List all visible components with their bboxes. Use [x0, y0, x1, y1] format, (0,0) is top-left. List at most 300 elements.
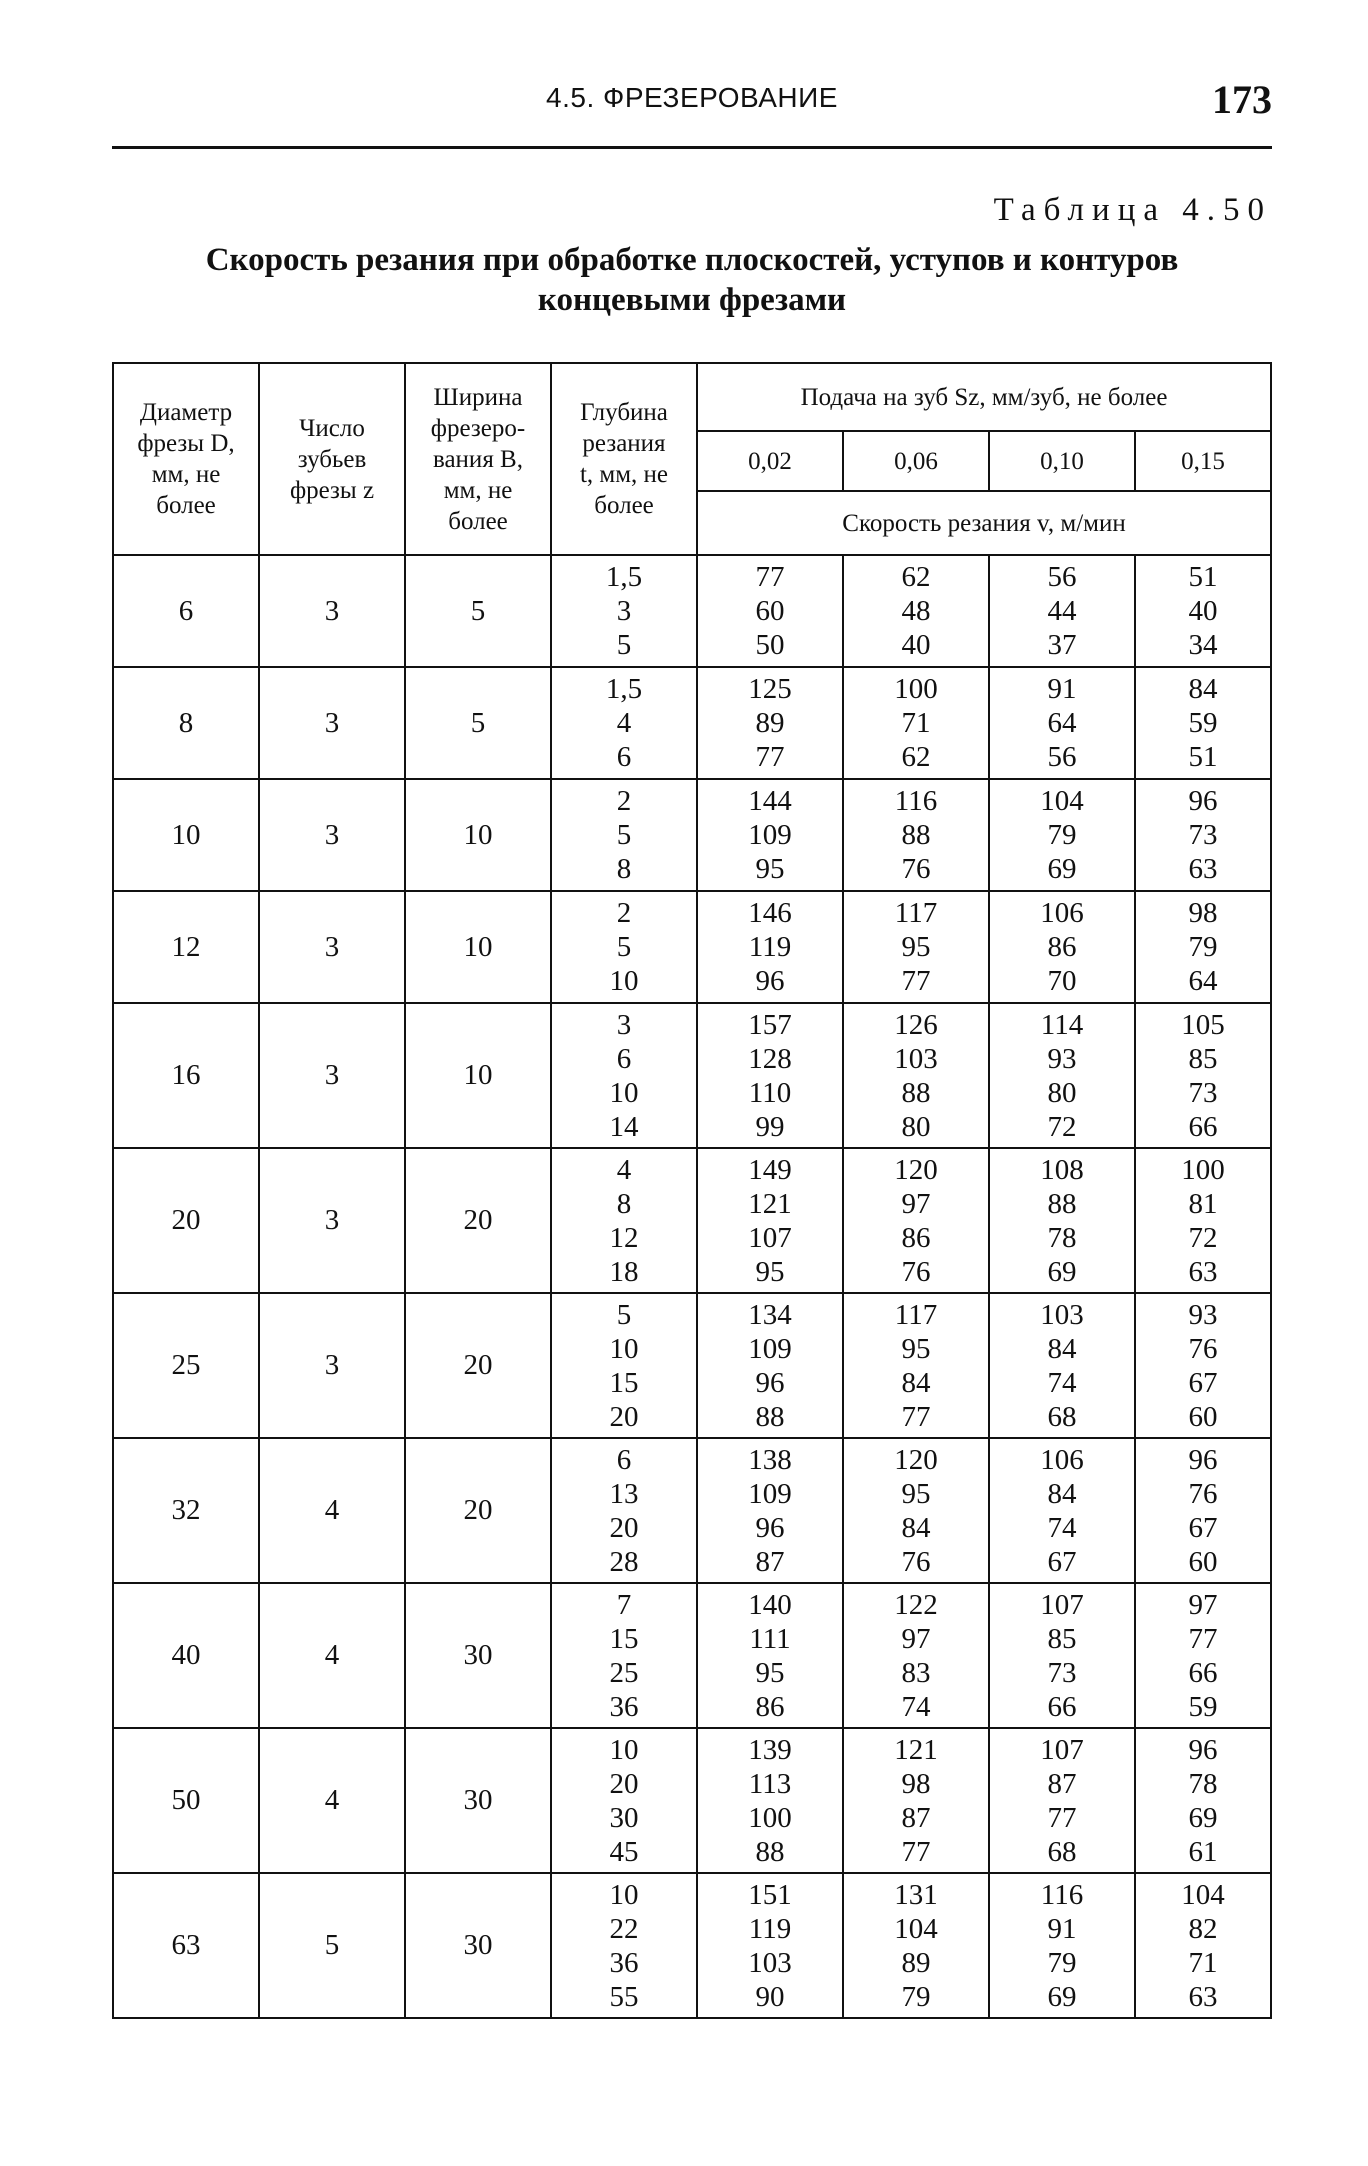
- header-feed-group: Подача на зуб Sz, мм/зуб, не более: [697, 363, 1271, 431]
- speed-value: 103: [748, 1946, 792, 1979]
- cell-speed: [1135, 1583, 1271, 1728]
- speed-value: 88: [901, 1076, 931, 1109]
- cell-width: 20: [405, 1438, 551, 1583]
- speed-value: 78: [1188, 1767, 1218, 1800]
- cell-speed: [843, 779, 989, 891]
- speed-value: 62: [901, 741, 931, 773]
- cell-speed: [1135, 1728, 1271, 1873]
- cell-diameter: 63: [113, 1873, 259, 2018]
- depth-value: 15: [609, 1622, 639, 1655]
- speed-value: 40: [1188, 595, 1218, 627]
- cell-speed: [697, 1003, 843, 1148]
- speed-value: 76: [901, 1255, 931, 1288]
- speed-value: 77: [1188, 1622, 1218, 1655]
- cell-diameter: 12: [113, 891, 259, 1003]
- speed-value: 71: [901, 707, 931, 739]
- speed-value: 79: [901, 1980, 931, 2013]
- header-diameter-line: фрезы D,: [137, 430, 235, 457]
- speed-value: 100: [1181, 1153, 1225, 1186]
- speed-value: 146: [748, 897, 792, 929]
- speed-value: 80: [901, 1110, 931, 1143]
- caption-line-2: концевыми фрезами: [537, 282, 847, 318]
- speed-value: 104: [894, 1912, 938, 1945]
- cell-speed: [697, 1438, 843, 1583]
- depth-value: 5: [616, 819, 632, 851]
- cell-teeth: 3: [259, 555, 405, 667]
- speed-value: 104: [1040, 785, 1084, 817]
- speed-value: 85: [1188, 1042, 1218, 1075]
- cell-width: 10: [405, 779, 551, 891]
- cell-speed: [843, 1728, 989, 1873]
- speed-value: 100: [748, 1801, 792, 1834]
- speed-value: 128: [748, 1042, 792, 1075]
- table-body: [113, 555, 1271, 2018]
- header-teeth-line: фрезы z: [289, 476, 375, 504]
- cell-speed: [1135, 779, 1271, 891]
- speed-value: 50: [755, 629, 785, 661]
- depth-value: 8: [616, 1187, 632, 1220]
- speed-value: 103: [894, 1042, 938, 1075]
- speed-value: 82: [1188, 1912, 1218, 1945]
- cell-speed: [989, 1438, 1135, 1583]
- speed-value: 108: [1040, 1153, 1084, 1186]
- cell-speed: [843, 667, 989, 779]
- header-teeth-line: Число: [299, 414, 365, 442]
- speed-value: 109: [748, 1477, 792, 1510]
- depth-value: 20: [609, 1511, 639, 1544]
- depth-value: 1,5: [605, 561, 643, 593]
- speed-value: 144: [748, 785, 792, 817]
- depth-value: 55: [609, 1980, 639, 2013]
- header-teeth-line: зубьев: [297, 445, 367, 473]
- speed-value: 100: [894, 673, 938, 705]
- depth-value: 36: [609, 1946, 639, 1979]
- cell-speed: [989, 1728, 1135, 1873]
- cell-diameter: 16: [113, 1003, 259, 1148]
- speed-value: 125: [748, 673, 792, 705]
- cell-width: 20: [405, 1148, 551, 1293]
- speed-value: 88: [755, 1400, 785, 1433]
- speed-value: 116: [1040, 1878, 1084, 1911]
- speed-value: 76: [1188, 1332, 1218, 1365]
- speed-value: 77: [901, 1835, 931, 1868]
- speed-value: 95: [755, 1656, 785, 1689]
- speed-value: 96: [1188, 1443, 1218, 1476]
- cell-speed: [1135, 555, 1271, 667]
- header-rule: [112, 146, 1272, 149]
- cell-depth: [551, 667, 697, 779]
- cell-speed: [989, 1148, 1135, 1293]
- depth-value: 6: [616, 741, 632, 773]
- table-row: [113, 891, 1271, 1003]
- speed-value: 81: [1188, 1187, 1218, 1220]
- speed-value: 87: [901, 1801, 931, 1834]
- cell-speed: [1135, 1293, 1271, 1438]
- speed-value: 149: [748, 1153, 792, 1186]
- cell-speed: [843, 1873, 989, 2018]
- speed-value: 80: [1047, 1076, 1077, 1109]
- depth-value: 30: [609, 1801, 639, 1834]
- speed-value: 76: [901, 853, 931, 885]
- depth-value: 6: [616, 1443, 632, 1476]
- cell-depth: [551, 555, 697, 667]
- speed-value: 104: [1181, 1878, 1225, 1911]
- header-width-line: Ширина: [433, 383, 523, 411]
- depth-value: 25: [609, 1656, 639, 1689]
- cell-speed: [989, 667, 1135, 779]
- cell-speed: [1135, 1148, 1271, 1293]
- speed-value: 37: [1047, 629, 1077, 661]
- speed-value: 98: [901, 1767, 931, 1800]
- speed-value: 67: [1047, 1545, 1077, 1578]
- running-head: [112, 76, 1272, 124]
- header-feed: 0,06: [843, 431, 989, 491]
- speed-value: 66: [1188, 1110, 1218, 1143]
- speed-value: 77: [755, 741, 785, 773]
- cell-speed: [697, 1148, 843, 1293]
- header-teeth: [259, 363, 405, 555]
- cell-speed: [843, 891, 989, 1003]
- cell-speed: [843, 1003, 989, 1148]
- cell-speed: [843, 1438, 989, 1583]
- speed-value: 72: [1047, 1110, 1077, 1143]
- speed-value: 138: [748, 1443, 792, 1476]
- speed-value: 34: [1188, 629, 1218, 661]
- speed-value: 51: [1188, 741, 1218, 773]
- cell-depth: [551, 1003, 697, 1148]
- speed-value: 88: [901, 819, 931, 851]
- speed-value: 85: [1047, 1622, 1077, 1655]
- speed-value: 83: [901, 1656, 931, 1689]
- depth-value: 15: [609, 1366, 639, 1399]
- cell-speed: [697, 1873, 843, 2018]
- speed-value: 91: [1047, 1912, 1077, 1945]
- speed-value: 60: [1188, 1400, 1218, 1433]
- speed-value: 93: [1047, 1042, 1077, 1075]
- speed-value: 62: [901, 561, 931, 593]
- speed-value: 76: [1188, 1477, 1218, 1510]
- cell-teeth: 3: [259, 1003, 405, 1148]
- depth-value: 2: [616, 897, 632, 929]
- speed-value: 79: [1047, 819, 1077, 851]
- header-width-line: вания B,: [432, 445, 523, 473]
- depth-value: 18: [609, 1255, 639, 1288]
- speed-value: 63: [1188, 1980, 1218, 2013]
- cell-teeth: 3: [259, 891, 405, 1003]
- section-title: 4.5. ФРЕЗЕРОВАНИЕ: [546, 82, 838, 113]
- speed-value: 122: [894, 1588, 938, 1621]
- cell-diameter: 8: [113, 667, 259, 779]
- cell-speed: [843, 1148, 989, 1293]
- header-depth-line: резания: [582, 430, 666, 457]
- speed-value: 86: [1047, 931, 1077, 963]
- cell-teeth: 5: [259, 1873, 405, 2018]
- speed-value: 95: [901, 1477, 931, 1510]
- cell-speed: [697, 1293, 843, 1438]
- speed-value: 67: [1188, 1366, 1218, 1399]
- speed-value: 120: [894, 1443, 938, 1476]
- speed-value: 60: [755, 595, 785, 627]
- speed-value: 86: [901, 1221, 931, 1254]
- speed-value: 51: [1188, 561, 1218, 593]
- depth-value: 8: [616, 853, 632, 885]
- speed-value: 76: [901, 1545, 931, 1578]
- speed-value: 106: [1040, 1443, 1084, 1476]
- speed-value: 70: [1047, 965, 1077, 997]
- depth-value: 5: [616, 629, 632, 661]
- speed-value: 59: [1188, 1690, 1218, 1723]
- speed-value: 56: [1047, 561, 1077, 593]
- page-number: 173: [1212, 77, 1272, 122]
- speed-value: 116: [894, 785, 938, 817]
- cell-diameter: 40: [113, 1583, 259, 1728]
- speed-value: 48: [901, 595, 931, 627]
- cell-teeth: 4: [259, 1728, 405, 1873]
- speed-value: 95: [755, 1255, 785, 1288]
- cell-speed: [697, 779, 843, 891]
- depth-value: 2: [616, 785, 632, 817]
- header-diameter-line: мм, не: [151, 461, 221, 488]
- header-feed: 0,15: [1135, 431, 1271, 491]
- speed-value: 97: [1188, 1588, 1218, 1621]
- cell-speed: [1135, 1003, 1271, 1148]
- speed-value: 96: [755, 1511, 785, 1544]
- depth-value: 4: [616, 1153, 632, 1186]
- speed-value: 96: [755, 965, 785, 997]
- cell-speed: [989, 555, 1135, 667]
- speed-value: 69: [1047, 1980, 1077, 2013]
- cell-depth: [551, 779, 697, 891]
- depth-value: 5: [616, 1298, 632, 1331]
- speed-value: 95: [755, 853, 785, 885]
- cell-depth: [551, 1873, 697, 2018]
- speed-value: 99: [755, 1110, 785, 1143]
- speed-value: 86: [755, 1690, 785, 1723]
- cell-teeth: 3: [259, 779, 405, 891]
- header-width-line: мм, не: [443, 476, 513, 504]
- cutting-speed-table: [112, 362, 1272, 2019]
- speed-value: 44: [1047, 595, 1077, 627]
- table-row: [113, 779, 1271, 891]
- header-width: [405, 363, 551, 555]
- header-width-line: фрезеро-: [430, 414, 526, 442]
- speed-value: 88: [755, 1835, 785, 1868]
- cell-teeth: 4: [259, 1438, 405, 1583]
- speed-value: 84: [901, 1366, 931, 1399]
- speed-value: 74: [901, 1690, 931, 1723]
- table-row: [113, 1873, 1271, 2018]
- speed-value: 151: [748, 1878, 792, 1911]
- cell-speed: [697, 667, 843, 779]
- speed-value: 121: [894, 1733, 938, 1766]
- speed-value: 73: [1188, 819, 1218, 851]
- speed-value: 77: [755, 561, 785, 593]
- table-caption: [112, 240, 1272, 320]
- speed-value: 64: [1188, 965, 1218, 997]
- cell-depth: [551, 891, 697, 1003]
- speed-value: 88: [1047, 1187, 1077, 1220]
- depth-value: 5: [616, 931, 632, 963]
- cell-speed: [697, 555, 843, 667]
- depth-value: 7: [616, 1588, 632, 1621]
- header-depth-line: Глубина: [580, 399, 668, 426]
- cell-speed: [1135, 1873, 1271, 2018]
- depth-value: 45: [609, 1835, 639, 1868]
- speed-value: 87: [755, 1545, 785, 1578]
- table-row: [113, 667, 1271, 779]
- cell-width: 5: [405, 667, 551, 779]
- cell-width: 30: [405, 1873, 551, 2018]
- header-depth-line: более: [594, 492, 654, 519]
- depth-value: 3: [616, 1008, 632, 1041]
- cell-speed: [843, 555, 989, 667]
- speed-value: 119: [748, 1912, 792, 1945]
- speed-value: 63: [1188, 853, 1218, 885]
- cell-depth: [551, 1438, 697, 1583]
- speed-value: 109: [748, 819, 792, 851]
- speed-value: 67: [1188, 1511, 1218, 1544]
- speed-value: 77: [901, 1400, 931, 1433]
- table-row: [113, 1728, 1271, 1873]
- speed-value: 87: [1047, 1767, 1077, 1800]
- header-feed: 0,02: [697, 431, 843, 491]
- speed-value: 59: [1188, 707, 1218, 739]
- cell-speed: [843, 1293, 989, 1438]
- speed-value: 77: [1047, 1801, 1077, 1834]
- cell-speed: [989, 1293, 1135, 1438]
- header-depth: [551, 363, 697, 555]
- speed-value: 78: [1047, 1221, 1077, 1254]
- cell-width: 20: [405, 1293, 551, 1438]
- speed-value: 109: [748, 1332, 792, 1365]
- speed-value: 120: [894, 1153, 938, 1186]
- speed-value: 79: [1047, 1946, 1077, 1979]
- speed-value: 73: [1047, 1656, 1077, 1689]
- cell-teeth: 3: [259, 667, 405, 779]
- speed-value: 73: [1188, 1076, 1218, 1109]
- table-label: Таблица 4.50: [993, 192, 1272, 228]
- cell-depth: [551, 1728, 697, 1873]
- speed-value: 84: [1188, 673, 1218, 705]
- speed-value: 103: [1040, 1298, 1084, 1331]
- speed-value: 56: [1047, 741, 1077, 773]
- speed-value: 157: [748, 1008, 792, 1041]
- speed-value: 96: [1188, 785, 1218, 817]
- cell-speed: [989, 891, 1135, 1003]
- depth-value: 10: [609, 1733, 639, 1766]
- speed-value: 89: [901, 1946, 931, 1979]
- speed-value: 126: [894, 1008, 938, 1041]
- speed-value: 134: [748, 1298, 792, 1331]
- depth-value: 1,5: [605, 673, 643, 705]
- speed-value: 140: [748, 1588, 792, 1621]
- speed-value: 96: [755, 1366, 785, 1399]
- speed-value: 97: [901, 1622, 931, 1655]
- speed-value: 91: [1047, 673, 1077, 705]
- speed-value: 89: [755, 707, 785, 739]
- cell-diameter: 10: [113, 779, 259, 891]
- depth-value: 10: [609, 1332, 639, 1365]
- speed-value: 84: [901, 1511, 931, 1544]
- speed-value: 90: [755, 1980, 785, 2013]
- depth-value: 14: [609, 1110, 639, 1143]
- cell-width: 5: [405, 555, 551, 667]
- cell-speed: [989, 1003, 1135, 1148]
- speed-value: 64: [1047, 707, 1077, 739]
- speed-value: 117: [894, 897, 938, 929]
- header-width-line: более: [448, 507, 508, 535]
- depth-value: 22: [609, 1912, 639, 1945]
- speed-value: 68: [1047, 1400, 1077, 1433]
- cell-depth: [551, 1583, 697, 1728]
- cell-speed: [1135, 1438, 1271, 1583]
- cell-diameter: 20: [113, 1148, 259, 1293]
- cell-teeth: 3: [259, 1293, 405, 1438]
- table-row: [113, 555, 1271, 667]
- table-row: [113, 1003, 1271, 1148]
- speed-value: 97: [901, 1187, 931, 1220]
- speed-value: 113: [748, 1767, 792, 1800]
- speed-value: 74: [1047, 1511, 1077, 1544]
- speed-value: 131: [894, 1878, 938, 1911]
- speed-value: 107: [748, 1221, 792, 1254]
- speed-value: 95: [901, 931, 931, 963]
- cell-speed: [843, 1583, 989, 1728]
- speed-value: 105: [1181, 1008, 1225, 1041]
- cell-diameter: 32: [113, 1438, 259, 1583]
- depth-value: 13: [609, 1477, 639, 1510]
- depth-value: 28: [609, 1545, 639, 1578]
- depth-value: 20: [609, 1767, 639, 1800]
- speed-value: 139: [748, 1733, 792, 1766]
- cell-speed: [1135, 667, 1271, 779]
- speed-value: 107: [1040, 1588, 1084, 1621]
- depth-value: 10: [609, 1076, 639, 1109]
- cell-teeth: 4: [259, 1583, 405, 1728]
- cell-depth: [551, 1148, 697, 1293]
- table-row: [113, 1583, 1271, 1728]
- speed-value: 63: [1188, 1255, 1218, 1288]
- speed-value: 66: [1047, 1690, 1077, 1723]
- cell-diameter: 50: [113, 1728, 259, 1873]
- depth-value: 12: [609, 1221, 639, 1254]
- depth-value: 10: [609, 965, 639, 997]
- cell-speed: [697, 1583, 843, 1728]
- depth-value: 36: [609, 1690, 639, 1723]
- speed-value: 60: [1188, 1545, 1218, 1578]
- cell-speed: [989, 1873, 1135, 2018]
- speed-value: 98: [1188, 897, 1218, 929]
- speed-value: 69: [1188, 1801, 1218, 1834]
- speed-value: 71: [1188, 1946, 1218, 1979]
- header-diameter-line: более: [156, 492, 216, 519]
- speed-value: 121: [748, 1187, 792, 1220]
- speed-value: 77: [901, 965, 931, 997]
- caption-line-1: Скорость резания при обработке плоскостей, уступов и контуров: [205, 242, 1179, 278]
- speed-value: 114: [1040, 1008, 1084, 1041]
- cell-speed: [697, 891, 843, 1003]
- cell-speed: [989, 1583, 1135, 1728]
- cell-width: 10: [405, 891, 551, 1003]
- speed-value: 69: [1047, 853, 1077, 885]
- speed-value: 107: [1040, 1733, 1084, 1766]
- table-row: [113, 1438, 1271, 1583]
- header-feed: 0,10: [989, 431, 1135, 491]
- speed-value: 84: [1047, 1477, 1077, 1510]
- header-diameter: [113, 363, 259, 555]
- depth-value: 20: [609, 1400, 639, 1433]
- speed-value: 40: [901, 629, 931, 661]
